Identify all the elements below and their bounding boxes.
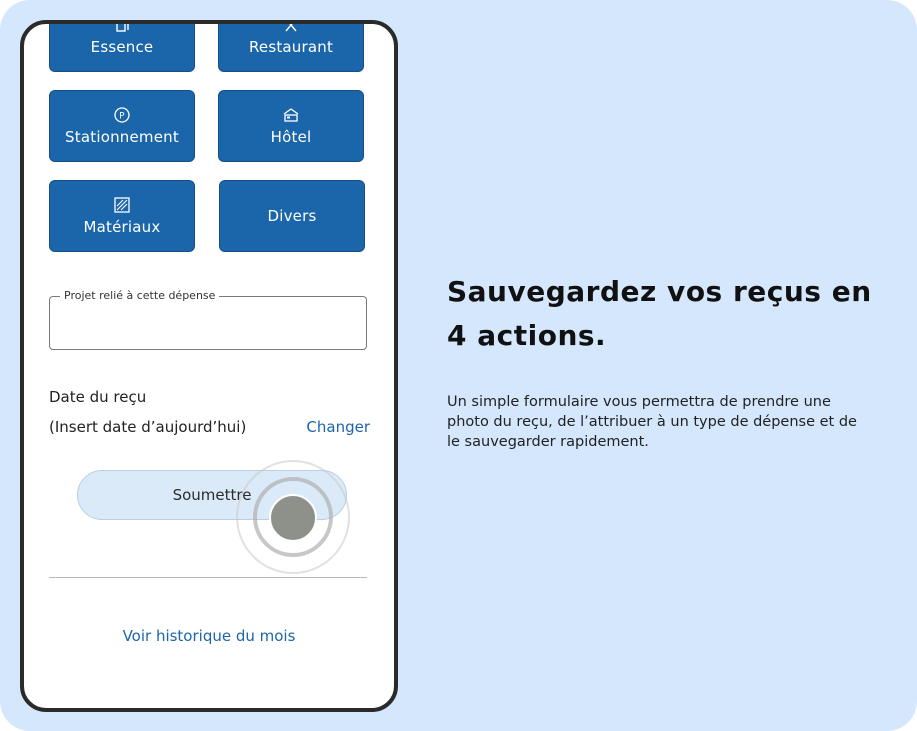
- promo-headline-line-2: 4 actions.: [447, 319, 607, 352]
- submit-button-label: Soumettre: [172, 486, 252, 504]
- category-stationnement-button[interactable]: [49, 90, 195, 162]
- materials-icon: [113, 196, 131, 214]
- category-restaurant-button[interactable]: [218, 20, 364, 72]
- phone-mockup: [20, 20, 398, 712]
- project-field[interactable]: [49, 289, 367, 350]
- category-essence-button[interactable]: [49, 20, 195, 72]
- bed-icon: [282, 106, 300, 124]
- divider: [49, 577, 367, 578]
- receipt-date-value: (Insert date d’aujourd’hui): [49, 418, 247, 436]
- receipt-date-title: Date du reçu: [49, 388, 147, 406]
- parking-icon: [113, 106, 131, 124]
- fuel-pump-icon: [113, 20, 131, 34]
- category-label: Essence: [90, 38, 154, 56]
- month-history-link[interactable]: [24, 627, 394, 645]
- change-date-link[interactable]: Changer: [306, 418, 370, 436]
- category-hotel-button[interactable]: [218, 90, 364, 162]
- category-label: Divers: [267, 207, 317, 225]
- category-label: Hôtel: [270, 128, 312, 146]
- promo-headline-line-1: Sauvegardez vos reçus en: [447, 275, 872, 308]
- promo-description: Un simple formulaire vous permettra de prendre une photo du reçu, de l’attribuer à un type de dépense et de le sauvegarder rapidement.: [447, 394, 857, 450]
- category-materiaux-button[interactable]: [49, 180, 195, 252]
- category-label: Restaurant: [248, 38, 334, 56]
- category-label: Matériaux: [83, 218, 161, 236]
- month-history-label: Voir historique du mois: [122, 627, 296, 645]
- svg-text:P: P: [119, 111, 125, 122]
- utensils-icon: [282, 20, 300, 34]
- category-divers-button[interactable]: [219, 180, 365, 252]
- touch-indicator: [269, 494, 317, 542]
- category-label: Stationnement: [65, 128, 179, 146]
- promo-headline: [447, 270, 887, 358]
- project-field-label: Projet relié à cette dépense: [60, 289, 219, 303]
